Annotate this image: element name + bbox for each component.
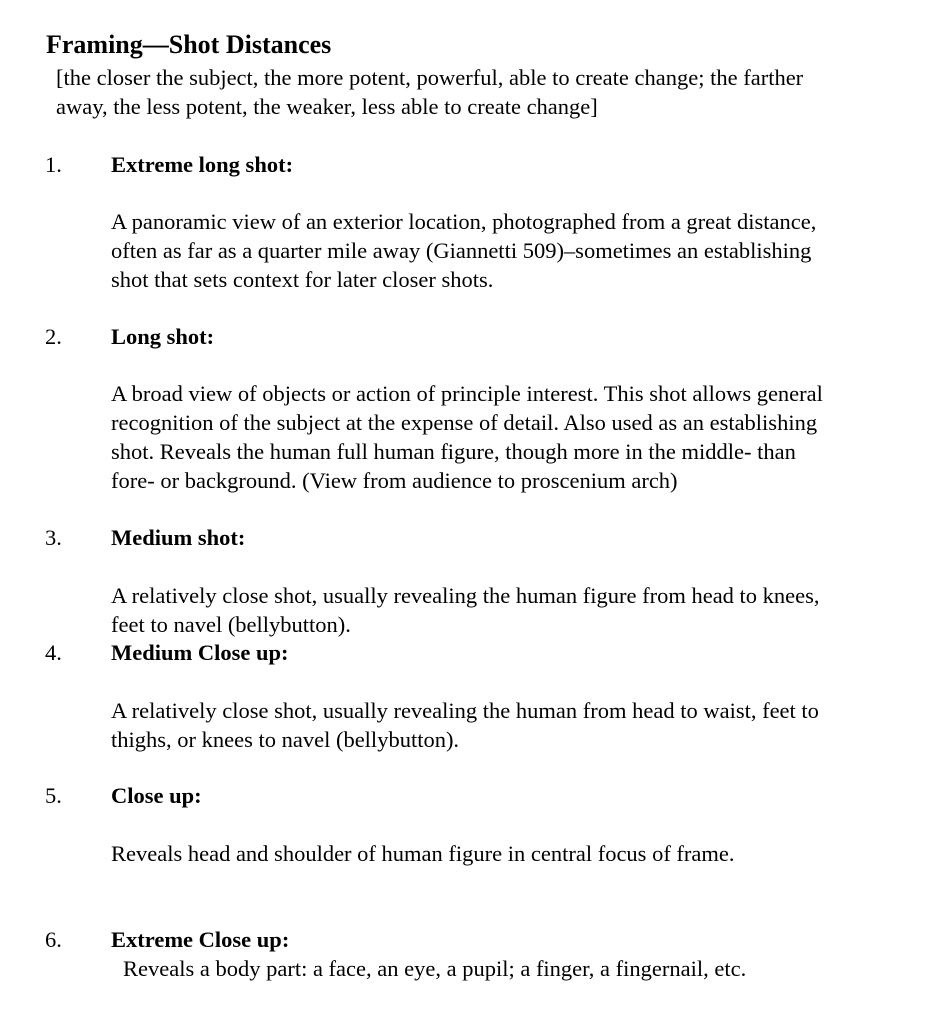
item-heading-long-shot: Long shot: bbox=[111, 324, 215, 349]
item-heading-close-up: Close up: bbox=[111, 783, 202, 808]
item-heading-medium-shot: Medium shot: bbox=[111, 525, 246, 550]
description-line: thighs, or knees to navel (bellybutton). bbox=[111, 727, 460, 752]
item-number: 6. bbox=[45, 927, 62, 952]
description-line: Reveals head and shoulder of human figure in central focus of frame. bbox=[111, 841, 735, 866]
intro-note bbox=[56, 63, 916, 121]
description-line: Reveals a body part: a face, an eye, a pupil; a finger, a fingernail, etc. bbox=[123, 956, 747, 981]
item-number: 3. bbox=[45, 525, 62, 550]
description-line: A panoramic view of an exterior location, photographed from a great distance, bbox=[111, 209, 817, 234]
item-description-long-shot bbox=[111, 379, 921, 495]
description-line: feet to navel (bellybutton). bbox=[111, 612, 351, 637]
item-heading-medium-close-up: Medium Close up: bbox=[111, 640, 289, 665]
description-line: A relatively close shot, usually revealing the human figure from head to knees, bbox=[111, 583, 820, 608]
description-line: A broad view of objects or action of principle interest. This shot allows general bbox=[111, 381, 823, 406]
description-line: fore- or background. (View from audience to proscenium arch) bbox=[111, 468, 678, 493]
description-line: shot. Reveals the human full human figure, though more in the middle- than bbox=[111, 439, 796, 464]
item-description-extreme-close-up bbox=[123, 954, 933, 983]
item-number: 5. bbox=[45, 783, 62, 808]
item-description-extreme-long-shot bbox=[111, 207, 921, 294]
intro-line: away, the less potent, the weaker, less able to create change] bbox=[56, 94, 598, 119]
item-description-close-up bbox=[111, 839, 921, 868]
item-heading-extreme-long-shot: Extreme long shot: bbox=[111, 152, 294, 177]
intro-line: [the closer the subject, the more potent, powerful, able to create change; the farther bbox=[56, 65, 804, 90]
document-title: Framing—Shot Distances bbox=[46, 30, 332, 59]
item-description-medium-close-up bbox=[111, 696, 921, 754]
item-number: 1. bbox=[45, 152, 62, 177]
item-heading-extreme-close-up: Extreme Close up: bbox=[111, 927, 290, 952]
item-number: 2. bbox=[45, 324, 62, 349]
item-number: 4. bbox=[45, 640, 62, 665]
description-line: A relatively close shot, usually revealing the human from head to waist, feet to bbox=[111, 698, 819, 723]
description-line: often as far as a quarter mile away (Giannetti 509)–sometimes an establishing bbox=[111, 238, 812, 263]
item-description-medium-shot bbox=[111, 581, 921, 639]
description-line: recognition of the subject at the expense of detail. Also used as an establishing bbox=[111, 410, 818, 435]
description-line: shot that sets context for later closer shots. bbox=[111, 267, 494, 292]
